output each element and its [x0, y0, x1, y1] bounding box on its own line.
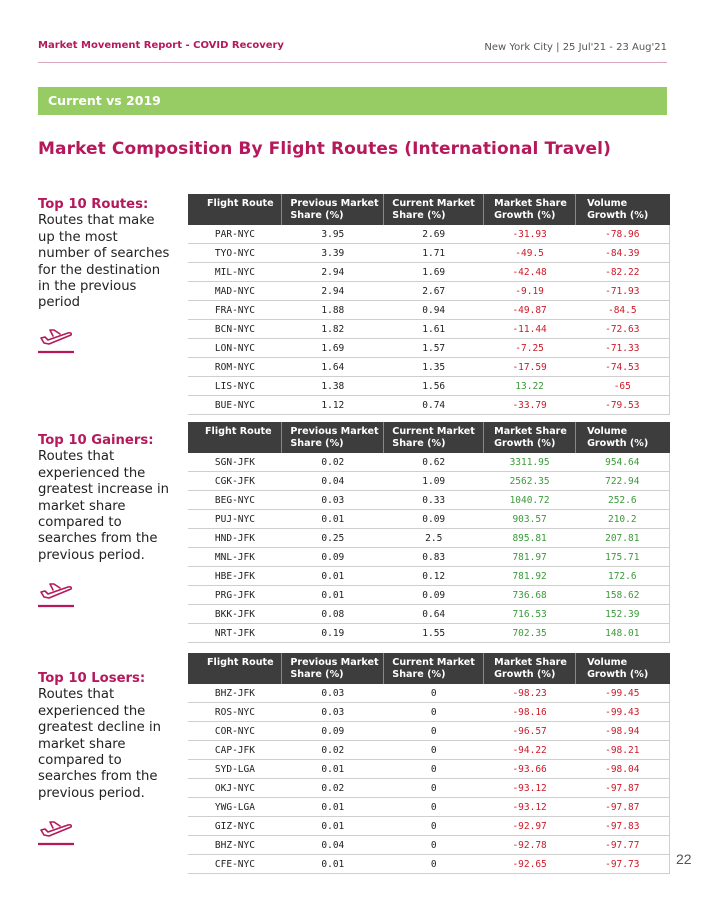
cell-route: BHZ-JFK	[188, 684, 282, 703]
table-row	[188, 798, 670, 817]
col-curr-share: Current Market Share (%)	[392, 198, 475, 222]
cell-curr-share: 0	[384, 817, 484, 836]
table-row	[188, 760, 670, 779]
col-curr-share: Current Market Share (%)	[392, 657, 475, 681]
cell-curr-share: 1.56	[384, 377, 484, 396]
cell-prev-share: 0.04	[282, 836, 384, 855]
cell-share-growth: -93.12	[484, 779, 576, 798]
col-flight-route: Flight Route	[207, 198, 274, 209]
col-share-growth: Market Share Growth (%)	[494, 198, 567, 222]
cell-share-growth: -98.16	[484, 703, 576, 722]
cell-share-growth: -9.19	[484, 282, 576, 301]
cell-volume-growth: 158.62	[576, 586, 670, 605]
cell-route: BHZ-NYC	[188, 836, 282, 855]
cell-route: PUJ-NYC	[188, 510, 282, 529]
cell-curr-share: 0.33	[384, 491, 484, 510]
col-flight-route: Flight Route	[207, 657, 274, 668]
cell-volume-growth: -74.53	[576, 358, 670, 377]
table-row	[188, 605, 670, 624]
cell-share-growth: 1040.72	[484, 491, 576, 510]
cell-volume-growth: 152.39	[576, 605, 670, 624]
cell-prev-share: 0.03	[282, 491, 384, 510]
cell-route: FRA-NYC	[188, 301, 282, 320]
cell-volume-growth: 207.81	[576, 529, 670, 548]
cell-curr-share: 2.67	[384, 282, 484, 301]
cell-curr-share: 0.83	[384, 548, 484, 567]
cell-route: CFE-NYC	[188, 855, 282, 874]
table-row	[188, 453, 670, 472]
table-row	[188, 684, 670, 703]
cell-volume-growth: 148.01	[576, 624, 670, 643]
cell-route: HBE-JFK	[188, 567, 282, 586]
cell-prev-share: 1.38	[282, 377, 384, 396]
cell-prev-share: 1.12	[282, 396, 384, 415]
cell-prev-share: 0.01	[282, 798, 384, 817]
cell-prev-share: 1.82	[282, 320, 384, 339]
cell-route: BUE-NYC	[188, 396, 282, 415]
airplane-icon	[38, 578, 74, 608]
cell-prev-share: 0.03	[282, 684, 384, 703]
cell-volume-growth: 722.94	[576, 472, 670, 491]
cell-volume-growth: -72.63	[576, 320, 670, 339]
cell-volume-growth: -98.04	[576, 760, 670, 779]
col-flight-route: Flight Route	[205, 426, 272, 437]
airplane-icon	[38, 324, 74, 354]
table-row	[188, 491, 670, 510]
cell-volume-growth: -97.73	[576, 855, 670, 874]
col-share-growth: Market Share Growth (%)	[494, 426, 567, 450]
col-volume-growth: Volume Growth (%)	[587, 657, 649, 681]
cell-share-growth: -33.79	[484, 396, 576, 415]
cell-prev-share: 0.01	[282, 586, 384, 605]
cell-volume-growth: -78.96	[576, 225, 670, 244]
cell-share-growth: -49.87	[484, 301, 576, 320]
cell-volume-growth: -71.93	[576, 282, 670, 301]
cell-share-growth: -94.22	[484, 741, 576, 760]
cell-share-growth: -93.12	[484, 798, 576, 817]
cell-volume-growth: 252.6	[576, 491, 670, 510]
cell-route: NRT-JFK	[188, 624, 282, 643]
table-row	[188, 244, 670, 263]
cell-prev-share: 0.19	[282, 624, 384, 643]
cell-prev-share: 1.64	[282, 358, 384, 377]
cell-curr-share: 0	[384, 855, 484, 874]
section-description: Routes that experienced the greatest decline in market share compared to searches from the previous period.	[38, 687, 161, 801]
cell-volume-growth: -97.83	[576, 817, 670, 836]
cell-route: LIS-NYC	[188, 377, 282, 396]
cell-share-growth: 781.92	[484, 567, 576, 586]
table-row	[188, 741, 670, 760]
cell-route: COR-NYC	[188, 722, 282, 741]
cell-share-growth: -92.78	[484, 836, 576, 855]
cell-route: CGK-JFK	[188, 472, 282, 491]
cell-volume-growth: -97.87	[576, 779, 670, 798]
cell-prev-share: 0.01	[282, 817, 384, 836]
page-title: Market Composition By Flight Routes (International Travel)	[38, 139, 611, 159]
cell-share-growth: -31.93	[484, 225, 576, 244]
cell-volume-growth: 175.71	[576, 548, 670, 567]
col-volume-growth: Volume Growth (%)	[587, 198, 649, 222]
cell-curr-share: 0.74	[384, 396, 484, 415]
cell-curr-share: 1.71	[384, 244, 484, 263]
cell-prev-share: 0.02	[282, 779, 384, 798]
cell-volume-growth: -99.45	[576, 684, 670, 703]
section-heading: Top 10 Gainers:	[38, 433, 154, 448]
cell-route: BEG-NYC	[188, 491, 282, 510]
table-row	[188, 396, 670, 415]
cell-prev-share: 0.01	[282, 760, 384, 779]
table-row	[188, 510, 670, 529]
cell-volume-growth: -71.33	[576, 339, 670, 358]
cell-volume-growth: 172.6	[576, 567, 670, 586]
cell-route: LON-NYC	[188, 339, 282, 358]
cell-curr-share: 0	[384, 684, 484, 703]
col-volume-growth: Volume Growth (%)	[587, 426, 649, 450]
cell-curr-share: 0	[384, 722, 484, 741]
table-row	[188, 855, 670, 874]
airplane-icon	[38, 816, 74, 846]
cell-share-growth: 3311.95	[484, 453, 576, 472]
cell-share-growth: 736.68	[484, 586, 576, 605]
cell-prev-share: 0.02	[282, 741, 384, 760]
col-share-growth: Market Share Growth (%)	[494, 657, 567, 681]
cell-prev-share: 2.94	[282, 263, 384, 282]
cell-curr-share: 0	[384, 760, 484, 779]
cell-curr-share: 0	[384, 741, 484, 760]
section-heading: Top 10 Routes:	[38, 197, 149, 212]
table-row	[188, 624, 670, 643]
cell-prev-share: 3.95	[282, 225, 384, 244]
cell-share-growth: 903.57	[484, 510, 576, 529]
cell-prev-share: 0.01	[282, 510, 384, 529]
cell-curr-share: 0.12	[384, 567, 484, 586]
cell-share-growth: -98.23	[484, 684, 576, 703]
cell-route: GIZ-NYC	[188, 817, 282, 836]
cell-share-growth: 2562.35	[484, 472, 576, 491]
table-row	[188, 703, 670, 722]
cell-route: SYD-LGA	[188, 760, 282, 779]
cell-share-growth: 895.81	[484, 529, 576, 548]
cell-volume-growth: -97.87	[576, 798, 670, 817]
cell-prev-share: 0.01	[282, 567, 384, 586]
comparison-banner: Current vs 2019	[38, 87, 667, 115]
cell-prev-share: 3.39	[282, 244, 384, 263]
cell-route: SGN-JFK	[188, 453, 282, 472]
table-row	[188, 320, 670, 339]
cell-curr-share: 1.09	[384, 472, 484, 491]
cell-curr-share: 0	[384, 703, 484, 722]
cell-prev-share: 2.94	[282, 282, 384, 301]
cell-route: HND-JFK	[188, 529, 282, 548]
table-top-gainers	[188, 422, 670, 643]
section-description: Routes that experienced the greatest increase in market share compared to searches from the previous period.	[38, 449, 170, 563]
cell-prev-share: 0.25	[282, 529, 384, 548]
cell-curr-share: 0	[384, 779, 484, 798]
cell-route: PAR-NYC	[188, 225, 282, 244]
table-row	[188, 722, 670, 741]
cell-volume-growth: -65	[576, 377, 670, 396]
table-row	[188, 358, 670, 377]
cell-prev-share: 0.01	[282, 855, 384, 874]
cell-curr-share: 0	[384, 798, 484, 817]
table-row	[188, 225, 670, 244]
cell-route: OKJ-NYC	[188, 779, 282, 798]
table-top-routes	[188, 194, 670, 415]
cell-route: MIL-NYC	[188, 263, 282, 282]
cell-route: TYO-NYC	[188, 244, 282, 263]
cell-share-growth: 13.22	[484, 377, 576, 396]
cell-curr-share: 1.35	[384, 358, 484, 377]
table-row	[188, 301, 670, 320]
cell-curr-share: 0.09	[384, 510, 484, 529]
cell-prev-share: 0.02	[282, 453, 384, 472]
cell-prev-share: 0.09	[282, 548, 384, 567]
cell-volume-growth: -98.94	[576, 722, 670, 741]
cell-volume-growth: -98.21	[576, 741, 670, 760]
page-number: 22	[676, 851, 692, 867]
cell-route: BKK-JFK	[188, 605, 282, 624]
cell-share-growth: -7.25	[484, 339, 576, 358]
cell-volume-growth: -84.5	[576, 301, 670, 320]
cell-volume-growth: -97.77	[576, 836, 670, 855]
table-row	[188, 836, 670, 855]
col-prev-share: Previous Market Share (%)	[290, 198, 379, 222]
cell-volume-growth: -82.22	[576, 263, 670, 282]
cell-curr-share: 1.55	[384, 624, 484, 643]
section-top-routes-text	[38, 197, 173, 312]
cell-share-growth: -11.44	[484, 320, 576, 339]
cell-share-growth: 781.97	[484, 548, 576, 567]
table-row	[188, 377, 670, 396]
cell-volume-growth: -84.39	[576, 244, 670, 263]
cell-route: MNL-JFK	[188, 548, 282, 567]
table-row	[188, 779, 670, 798]
cell-curr-share: 2.69	[384, 225, 484, 244]
section-heading: Top 10 Losers:	[38, 671, 146, 686]
cell-curr-share: 1.57	[384, 339, 484, 358]
table-row	[188, 567, 670, 586]
cell-curr-share: 1.69	[384, 263, 484, 282]
cell-share-growth: -92.97	[484, 817, 576, 836]
section-top-gainers-text	[38, 433, 173, 564]
cell-share-growth: -17.59	[484, 358, 576, 377]
cell-route: PRG-JFK	[188, 586, 282, 605]
table-row	[188, 472, 670, 491]
cell-curr-share: 0.62	[384, 453, 484, 472]
cell-prev-share: 0.04	[282, 472, 384, 491]
cell-share-growth: 702.35	[484, 624, 576, 643]
cell-share-growth: -96.57	[484, 722, 576, 741]
report-meta: New York City | 25 Jul'21 - 23 Aug'21	[484, 42, 667, 53]
cell-curr-share: 0	[384, 836, 484, 855]
cell-share-growth: 716.53	[484, 605, 576, 624]
cell-curr-share: 0.09	[384, 586, 484, 605]
table-row	[188, 548, 670, 567]
cell-curr-share: 0.64	[384, 605, 484, 624]
cell-prev-share: 0.03	[282, 703, 384, 722]
cell-share-growth: -93.66	[484, 760, 576, 779]
cell-share-growth: -92.65	[484, 855, 576, 874]
cell-share-growth: -49.5	[484, 244, 576, 263]
cell-share-growth: -42.48	[484, 263, 576, 282]
table-row	[188, 282, 670, 301]
cell-route: BCN-NYC	[188, 320, 282, 339]
cell-volume-growth: -79.53	[576, 396, 670, 415]
cell-curr-share: 1.61	[384, 320, 484, 339]
table-row	[188, 263, 670, 282]
cell-prev-share: 0.08	[282, 605, 384, 624]
cell-route: CAP-JFK	[188, 741, 282, 760]
cell-volume-growth: 210.2	[576, 510, 670, 529]
report-title: Market Movement Report - COVID Recovery	[38, 40, 284, 51]
col-prev-share: Previous Market Share (%)	[290, 426, 379, 450]
col-prev-share: Previous Market Share (%)	[290, 657, 379, 681]
cell-route: YWG-LGA	[188, 798, 282, 817]
header-divider	[38, 62, 667, 63]
cell-prev-share: 1.88	[282, 301, 384, 320]
table-top-losers	[188, 653, 670, 874]
cell-route: ROS-NYC	[188, 703, 282, 722]
cell-prev-share: 1.69	[282, 339, 384, 358]
cell-route: ROM-NYC	[188, 358, 282, 377]
cell-volume-growth: 954.64	[576, 453, 670, 472]
col-curr-share: Current Market Share (%)	[392, 426, 475, 450]
cell-prev-share: 0.09	[282, 722, 384, 741]
cell-route: MAD-NYC	[188, 282, 282, 301]
table-row	[188, 339, 670, 358]
section-description: Routes that make up the most number of searches for the destination in the previous period	[38, 213, 170, 311]
cell-curr-share: 0.94	[384, 301, 484, 320]
table-row	[188, 586, 670, 605]
section-top-losers-text	[38, 671, 173, 802]
cell-curr-share: 2.5	[384, 529, 484, 548]
table-row	[188, 817, 670, 836]
cell-volume-growth: -99.43	[576, 703, 670, 722]
table-row	[188, 529, 670, 548]
